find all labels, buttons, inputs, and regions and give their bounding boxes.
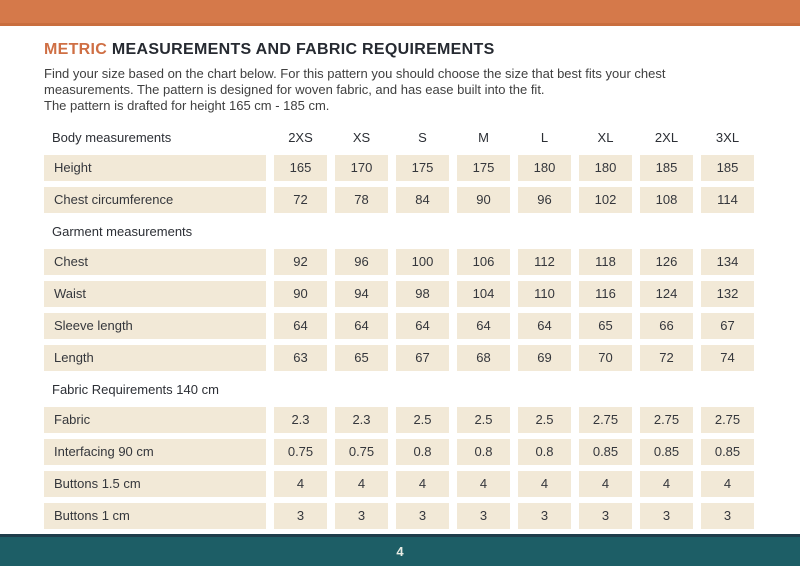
value-cell: 2.75: [640, 407, 693, 433]
value-cell: 4: [396, 471, 449, 497]
row-label-cell: Height: [44, 155, 266, 181]
value-cell: 175: [396, 155, 449, 181]
table-row: [44, 407, 758, 433]
value-cell: 65: [335, 345, 388, 371]
value-cell: 126: [640, 249, 693, 275]
value-cell: 180: [579, 155, 632, 181]
value-cell: 104: [457, 281, 510, 307]
size-column-header: XL: [597, 130, 614, 145]
value-cell: 0.8: [396, 439, 449, 465]
size-column-header: 2XS: [288, 130, 313, 145]
value-cell: 72: [274, 187, 327, 213]
value-cell: 96: [518, 187, 571, 213]
value-cell: 185: [640, 155, 693, 181]
intro-line: measurements. The pattern is designed for woven fabric, and has ease built into the fit.: [44, 82, 545, 97]
table-row: [44, 187, 758, 213]
table-row: [44, 503, 758, 529]
value-cell: 72: [640, 345, 693, 371]
value-cell: 2.5: [457, 407, 510, 433]
value-cell: 4: [701, 471, 754, 497]
table-row: [44, 439, 758, 465]
value-cell: 3: [640, 503, 693, 529]
value-cell: 67: [701, 313, 754, 339]
value-cell: 66: [640, 313, 693, 339]
table-row: [44, 471, 758, 497]
value-cell: 2.75: [701, 407, 754, 433]
size-column-header: 2XL: [654, 130, 679, 145]
value-cell: 3: [457, 503, 510, 529]
value-cell: 4: [335, 471, 388, 497]
value-cell: 108: [640, 187, 693, 213]
table-header-row: [44, 125, 758, 151]
size-column-header: 3XL: [715, 130, 740, 145]
value-cell: 68: [457, 345, 510, 371]
value-cell: 70: [579, 345, 632, 371]
intro-text: [44, 66, 758, 114]
value-cell: 118: [579, 249, 632, 275]
table-row: [44, 281, 758, 307]
size-column-header: S: [418, 130, 427, 145]
row-label-cell: Chest: [44, 249, 266, 275]
size-column-header: L: [540, 130, 549, 145]
size-column-header: M: [478, 130, 489, 145]
value-cell: 64: [457, 313, 510, 339]
table-row: [44, 155, 758, 181]
table-row: [44, 313, 758, 339]
value-cell: 112: [518, 249, 571, 275]
value-cell: 74: [701, 345, 754, 371]
value-cell: 63: [274, 345, 327, 371]
value-cell: 175: [457, 155, 510, 181]
value-cell: 102: [579, 187, 632, 213]
value-cell: 94: [335, 281, 388, 307]
value-cell: 90: [274, 281, 327, 307]
intro-line: The pattern is drafted for height 165 cm - 185 cm.: [44, 98, 330, 113]
value-cell: 78: [335, 187, 388, 213]
column-header-label: Body measurements: [52, 130, 172, 145]
value-cell: 98: [396, 281, 449, 307]
value-cell: 106: [457, 249, 510, 275]
value-cell: 165: [274, 155, 327, 181]
intro-line: Find your size based on the chart below. For this pattern you should choose the size that best fits your chest: [44, 66, 666, 81]
value-cell: 0.85: [579, 439, 632, 465]
value-cell: 3: [396, 503, 449, 529]
value-cell: 180: [518, 155, 571, 181]
value-cell: 134: [701, 249, 754, 275]
page-title-rest: MEASUREMENTS AND FABRIC REQUIREMENTS: [107, 41, 495, 58]
value-cell: 0.8: [518, 439, 571, 465]
value-cell: 90: [457, 187, 510, 213]
value-cell: 84: [396, 187, 449, 213]
page-number: 4: [396, 544, 404, 559]
value-cell: 64: [274, 313, 327, 339]
page-content: [0, 26, 800, 529]
size-table: [44, 125, 758, 529]
row-label-cell: Buttons 1 cm: [44, 503, 266, 529]
row-label-cell: Interfacing 90 cm: [44, 439, 266, 465]
value-cell: 3: [579, 503, 632, 529]
value-cell: 64: [518, 313, 571, 339]
size-column-header: XS: [352, 130, 371, 145]
page-title: [44, 40, 758, 59]
value-cell: 3: [274, 503, 327, 529]
value-cell: 4: [640, 471, 693, 497]
row-label-cell: Length: [44, 345, 266, 371]
value-cell: 4: [274, 471, 327, 497]
row-label-cell: Sleeve length: [44, 313, 266, 339]
top-accent-bar: [0, 0, 800, 26]
value-cell: 3: [518, 503, 571, 529]
value-cell: 0.75: [274, 439, 327, 465]
page-title-accent: METRIC: [44, 41, 108, 58]
value-cell: 0.85: [701, 439, 754, 465]
table-row: [44, 345, 758, 371]
value-cell: 2.3: [335, 407, 388, 433]
value-cell: 0.75: [335, 439, 388, 465]
footer-bar: [0, 534, 800, 566]
section-heading: Fabric Requirements 140 cm: [52, 382, 219, 397]
row-label-cell: Chest circumference: [44, 187, 266, 213]
value-cell: 2.75: [579, 407, 632, 433]
value-cell: 170: [335, 155, 388, 181]
value-cell: 69: [518, 345, 571, 371]
value-cell: 3: [335, 503, 388, 529]
value-cell: 92: [274, 249, 327, 275]
value-cell: 4: [457, 471, 510, 497]
value-cell: 132: [701, 281, 754, 307]
value-cell: 185: [701, 155, 754, 181]
value-cell: 96: [335, 249, 388, 275]
value-cell: 114: [701, 187, 754, 213]
value-cell: 0.8: [457, 439, 510, 465]
value-cell: 116: [579, 281, 632, 307]
value-cell: 2.5: [396, 407, 449, 433]
value-cell: 64: [396, 313, 449, 339]
value-cell: 2.5: [518, 407, 571, 433]
section-heading: Garment measurements: [52, 224, 193, 239]
value-cell: 67: [396, 345, 449, 371]
row-label-cell: Waist: [44, 281, 266, 307]
value-cell: 4: [518, 471, 571, 497]
value-cell: 4: [579, 471, 632, 497]
value-cell: 110: [518, 281, 571, 307]
value-cell: 65: [579, 313, 632, 339]
value-cell: 64: [335, 313, 388, 339]
value-cell: 100: [396, 249, 449, 275]
row-label-cell: Fabric: [44, 407, 266, 433]
value-cell: 2.3: [274, 407, 327, 433]
value-cell: 3: [701, 503, 754, 529]
value-cell: 0.85: [640, 439, 693, 465]
table-row: [44, 249, 758, 275]
row-label-cell: Buttons 1.5 cm: [44, 471, 266, 497]
value-cell: 124: [640, 281, 693, 307]
